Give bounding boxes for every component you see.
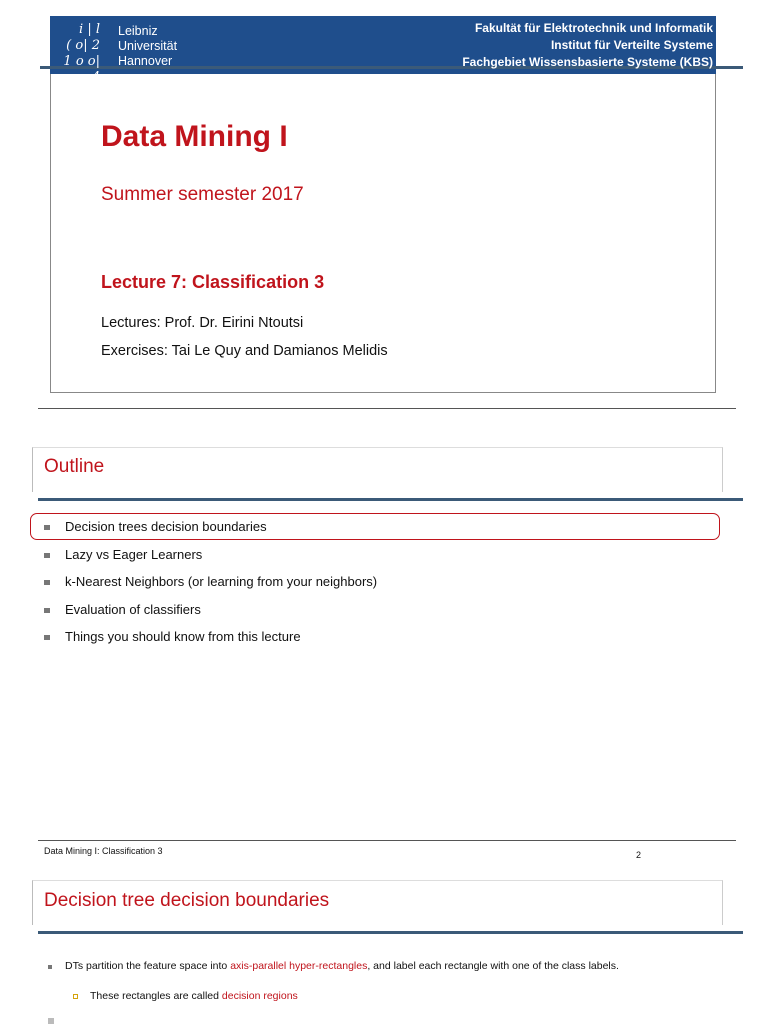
body-sub-bullet: These rectangles are called decision regions [90, 990, 298, 1002]
footer-rule [38, 840, 736, 841]
outline-item: Things you should know from this lecture [65, 629, 301, 644]
outline-rule [38, 498, 743, 501]
outline-title: Outline [44, 456, 105, 477]
body-bullet: DTs partition the feature space into axis-parallel hyper-rectangles, and label each rectangle with one of the class labels. [65, 960, 619, 972]
slide-footer: Data Mining I: Classification 3 [44, 846, 163, 856]
outline-item: Evaluation of classifiers [65, 602, 201, 617]
outline-item: Lazy vs Eager Learners [65, 547, 203, 562]
semester-label: Summer semester 2017 [101, 184, 304, 205]
page-number: 2 [636, 850, 642, 860]
bullet-icon [48, 965, 52, 969]
outline-item: k-Nearest Neighbors (or learning from your neighbors) [65, 574, 378, 589]
bullet-icon [44, 525, 50, 530]
sub-bullet-icon [73, 994, 78, 999]
highlight-term: axis-parallel hyper-rectangles [230, 960, 368, 972]
bullet-icon [44, 580, 50, 585]
slide-separator [38, 408, 736, 409]
logo-mark: i | l ( o| 2 1 o o| 4 [63, 22, 100, 85]
outline-title-box [32, 447, 723, 492]
logo-wordmark: Leibniz Universität Hannover [118, 24, 178, 68]
bullet-icon [44, 608, 50, 613]
highlight-term: decision regions [221, 990, 298, 1002]
bullet-icon [44, 553, 50, 558]
section-title: Decision tree decision boundaries [44, 890, 330, 911]
faculty-info [462, 20, 713, 71]
bullet-icon [48, 1018, 54, 1024]
university-logo [58, 22, 208, 85]
department-line: Fachgebiet Wissensbasierte Systeme (KBS) [462, 55, 713, 69]
course-title: Data Mining I [101, 120, 288, 153]
lecture-title: Lecture 7: Classification 3 [101, 272, 325, 292]
bullet-icon [44, 635, 50, 640]
section-rule [38, 931, 743, 934]
institute-line: Institut für Verteilte Systeme [550, 38, 713, 52]
lecturers-line: Lectures: Prof. Dr. Eirini Ntoutsi [101, 315, 304, 331]
outline-item: Decision trees decision boundaries [65, 519, 267, 534]
faculty-line: Fakultät für Elektrotechnik und Informatik [474, 21, 713, 35]
exercises-line: Exercises: Tai Le Quy and Damianos Melidis [101, 343, 388, 359]
